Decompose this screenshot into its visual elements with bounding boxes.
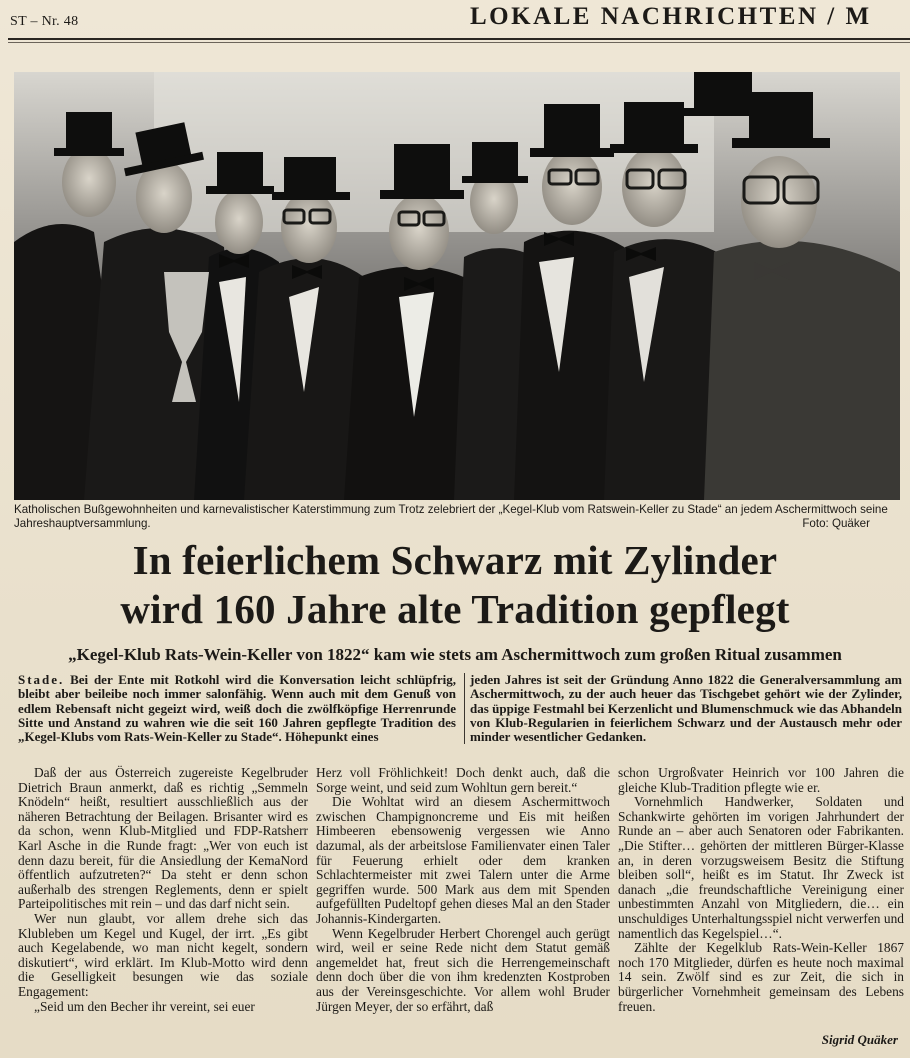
headline-line-2: wird 160 Jahre alte Tradition gepflegt bbox=[120, 586, 790, 632]
masthead-rule-thin bbox=[8, 42, 910, 43]
paragraph: Herz voll Fröhlichkeit! Doch denkt auch, daß die Sorge weint, und seid zum Wohltun gern bereit.“ bbox=[316, 765, 610, 795]
paragraph: Daß der aus Österreich zugereiste Kegelbruder Dietrich Braun anmerkt, daß es richtig „Semmeln Knödeln“ heißt, resultiert ausschließlich aus der näheren Betrachtung der Beilagen. Brisanter wird es da schon, wenn Klub-Mitglied und FDP-Ratsherr Karl Asche in die Runde fragt: „Wer von euch ist denn dazu bereit, für die Ansiedlung der KemaNord öffentlich aufzutreten?“ Da steht er denn schon außerhalb des strengen Reglements, denn er spielt Parteipolitisches mit rein – und das darf nicht sein. bbox=[18, 765, 308, 912]
subheadline: „Kegel-Klub Rats-Wein-Keller von 1822“ kam wie stets am Aschermittwoch zum großen Ritual zusammen bbox=[68, 645, 842, 664]
lead-text-left: Bei der Ente mit Rotkohl wird die Konversation leicht schlüpfrig, bleibt aber beileibe noch immer salonfähig. Wenn auch mit dem Genuß von edlem Rebensaft nicht gegeizt wird, weiß doch die zwölfköpfige Herrenrunde Sitte und Anstand zu wahren wie die seit 160 Jahren gepflegte Tradition des „Kegel-Klubs vom Rats-Wein-Keller zu Stade“. Höhepunkt eines bbox=[18, 672, 456, 745]
masthead bbox=[0, 0, 910, 44]
lead-paragraph-left bbox=[18, 673, 465, 744]
paragraph: Die Wohltat wird an diesem Aschermittwoch zwischen Champignoncreme und Eis mit heißen Himbeeren ebensowenig vergessen wie Anno dazumal, als der arbeitslose Familienvater einen Taler für Feuerung erhielt oder dem kranken Schlachtermeister mit zwei Talern unter die Arme gegriffen wurde. 500 Mark aus dem mit Spenden aufgefüllten Pudeltopf gehen dieses Mal an den Stader Johannis-Kindergarten. bbox=[316, 794, 610, 926]
photo-caption bbox=[14, 503, 900, 531]
paragraph: Vornehmlich Handwerker, Soldaten und Schankwirte gehörten im vorigen Jahrhundert der Runde an – aber auch Senatoren oder Fabrikanten. „Die Stifter… gehörten der mittleren Bürger-Klasse an, in deren vorzugsweisem Besitz die Stiftung bleiben soll“, heißt es im Statut. Ihr Zweck ist danach „die freundschaftliche Vereinigung einer unbestimmten Anzahl von Mitgliedern, die… ein unschuldiges Unterhaltungsspiel nicht verwerfen und namentlich das Kegelspiel…“. bbox=[618, 794, 904, 941]
article-column-1 bbox=[18, 766, 308, 1014]
headline-line-1: In feierlichem Schwarz mit Zylinder bbox=[132, 537, 778, 583]
article-column-2 bbox=[316, 766, 610, 1014]
author-byline: Sigrid Quäker bbox=[821, 1032, 898, 1047]
dateline: Stade. bbox=[18, 672, 65, 687]
caption-text: Katholischen Bußgewohnheiten und karnevalistischer Katerstimmung zum Trotz zelebriert der „Kegel-Klub vom Ratswein-Keller zu Stade“ an jedem Aschermittwoch seine Jahreshauptversammlung. bbox=[14, 503, 888, 530]
lead-paragraph-right: jeden Jahres ist seit der Gründung Anno 1822 die Generalversammlung am Aschermittwoch, zu der auch heuer das Tischgebet gehört wie der Zylinder, das üppige Festmahl bei Kerzenlicht und Blumenschmuck wie das Abhandeln von Klub-Regularien in feierlichem Schwarz und der Austausch mehr oder minder wesentlicher Gedanken. bbox=[470, 672, 902, 745]
paragraph: schon Urgroßvater Heinrich vor 100 Jahren die gleiche Klub-Tradition pflegte wie er. bbox=[618, 765, 904, 795]
article-column-3 bbox=[618, 766, 904, 1014]
paragraph: „Seid um den Becher ihr vereint, sei euer bbox=[34, 998, 255, 1014]
masthead-rule bbox=[8, 38, 910, 40]
paragraph: Wenn Kegelbruder Herbert Chorengel auch gerügt wird, weil er seine Rede nicht dem Statut gemäß angemeldet hat, freut sich die Herrengemeinschaft denn doch über die von ihm kredenzten Kostproben aus der Vereinsgeschichte. Vor allem wohl Bruder Jürgen Meyer, der so erfährt, daß bbox=[316, 925, 610, 1014]
paragraph: Zählte der Kegelklub Rats-Wein-Keller 1867 noch 170 Mitglieder, dürfen es heute noch maximal 14 sein. Zwölf sind es zur Zeit, die sich in bürgerlicher Vornehmheit gemeinsam des Lebens freuen. bbox=[618, 940, 904, 1014]
group-photo-image bbox=[14, 72, 900, 500]
group-photo bbox=[14, 72, 900, 500]
section-title: LOKALE NACHRICHTEN / M bbox=[470, 3, 872, 30]
paragraph: Wer nun glaubt, vor allem drehe sich das Klubleben um Kegel und Kugel, der irrt. „Es gibt auch Kegelabende, wo man nicht kegelt, sondern diskutiert“, wird erklärt. Im Klub-Motto wird denn die Geselligkeit besungen wie das soziale Engagement: bbox=[18, 910, 308, 999]
issue-number: ST – Nr. 48 bbox=[10, 14, 79, 29]
photo-credit: Foto: Quäker bbox=[802, 517, 870, 530]
